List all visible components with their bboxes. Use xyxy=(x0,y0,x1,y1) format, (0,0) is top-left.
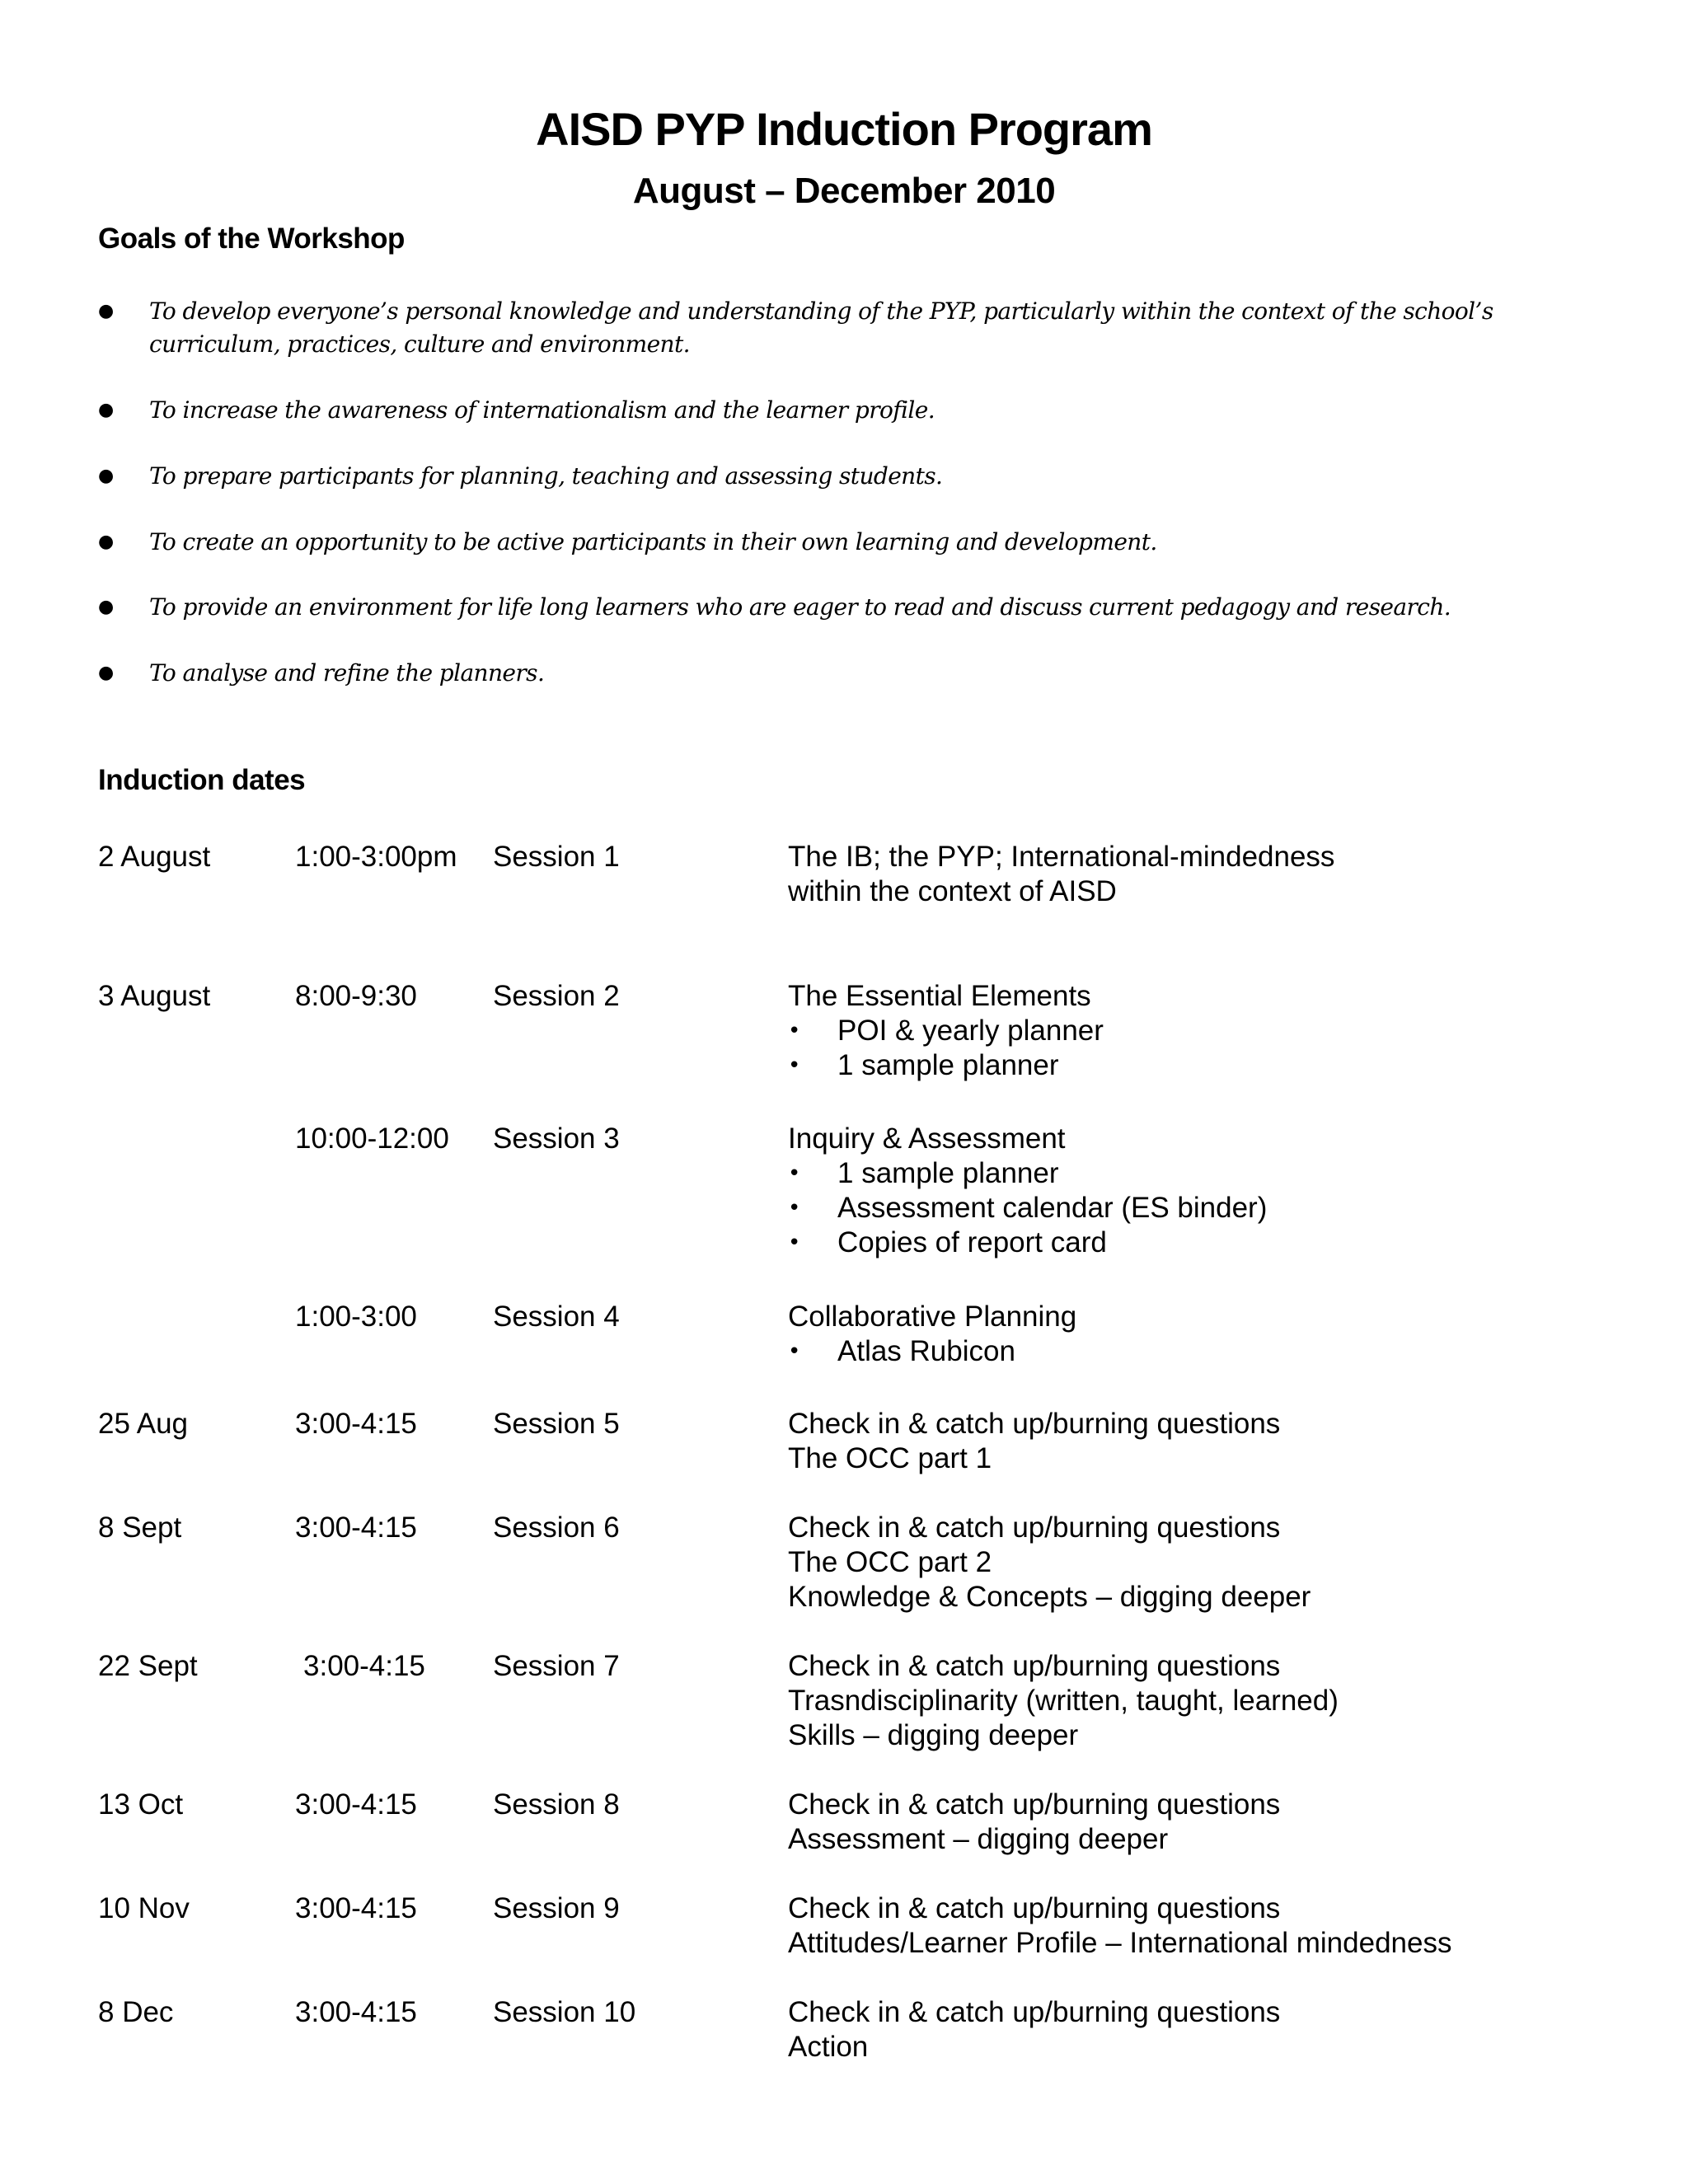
topic-line: Check in & catch up/burning questions xyxy=(788,1892,1281,1924)
session-topic xyxy=(788,1649,1339,1753)
goal-text: To increase the awareness of internationalism and the learner profile. xyxy=(149,396,935,424)
bullet-icon: ● xyxy=(98,466,115,486)
session-date: 3 August xyxy=(98,980,211,1012)
topic-bullet-item: • Assessment calendar (ES binder) xyxy=(788,1191,1267,1226)
session-number: Session 2 xyxy=(493,980,620,1012)
session-topic xyxy=(788,1300,1076,1369)
goals-heading: Goals of the Workshop xyxy=(98,223,405,255)
session-date: 22 Sept xyxy=(98,1650,198,1682)
session-time: 3:00-4:15 xyxy=(295,1511,417,1544)
session-number: Session 5 xyxy=(493,1408,620,1440)
bullet-icon: ● xyxy=(98,663,115,683)
bullet-icon: ● xyxy=(98,301,115,321)
topic-line: within the context of AISD xyxy=(788,875,1117,907)
session-topic xyxy=(788,1788,1280,1857)
topic-line: Assessment – digging deeper xyxy=(788,1823,1169,1855)
session-time: 3:00-4:15 xyxy=(295,1892,417,1924)
session-topic xyxy=(788,1511,1311,1615)
topic-line: Action xyxy=(788,2031,869,2063)
session-date: 13 Oct xyxy=(98,1788,184,1821)
session-time: 3:00-4:15 xyxy=(295,1408,417,1440)
session-number: Session 1 xyxy=(493,841,620,873)
session-time: 1:00-3:00pm xyxy=(295,841,457,873)
dates-heading: Induction dates xyxy=(98,764,306,796)
topic-line: Attitudes/Learner Profile – International mindedness xyxy=(788,1927,1452,1959)
session-date: 8 Sept xyxy=(98,1511,182,1544)
goal-text: To analyse and refine the planners. xyxy=(149,659,545,687)
bullet-icon: ● xyxy=(98,597,115,617)
session-time: 3:00-4:15 xyxy=(295,1996,417,2028)
goal-text: To provide an environment for life long learners who are eager to read and discuss current pedagogy and research. xyxy=(149,593,1451,621)
session-time: 8:00-9:30 xyxy=(295,980,417,1012)
session-date: 10 Nov xyxy=(98,1892,190,1924)
page-title: AISD PYP Induction Program xyxy=(536,103,1152,155)
topic-bullet-item: • 1 sample planner xyxy=(788,1048,1104,1083)
session-date: 2 August xyxy=(98,841,211,873)
session-number: Session 8 xyxy=(493,1788,620,1821)
topic-line: Knowledge & Concepts – digging deeper xyxy=(788,1581,1311,1613)
session-number: Session 9 xyxy=(493,1892,620,1924)
session-topic xyxy=(788,979,1104,1083)
session-topic xyxy=(788,1122,1267,1260)
session-topic xyxy=(788,1891,1451,1961)
session-date: 8 Dec xyxy=(98,1996,174,2028)
session-time: 3:00-4:15 xyxy=(303,1650,425,1682)
goal-text: To create an opportunity to be active participants in their own learning and development. xyxy=(149,528,1157,555)
session-time: 3:00-4:15 xyxy=(295,1788,417,1821)
topic-line: Trasndisciplinarity (written, taught, learned) xyxy=(788,1685,1339,1717)
bullet-icon: ● xyxy=(98,532,115,552)
session-time: 1:00-3:00 xyxy=(295,1301,417,1333)
session-topic xyxy=(788,840,1334,909)
session-topic xyxy=(788,1995,1280,2064)
topic-bullet-item: • Atlas Rubicon xyxy=(788,1334,1076,1369)
topic-line: The OCC part 1 xyxy=(788,1442,992,1474)
goal-text: To develop everyone’s personal knowledge and understanding of the PYP, particularly within the context of the school’s curriculum, practices, culture and environment. xyxy=(149,298,1493,358)
topic-line: Skills – digging deeper xyxy=(788,1719,1079,1751)
bullet-icon: ● xyxy=(98,400,115,420)
topic-line: Check in & catch up/burning questions xyxy=(788,1511,1281,1544)
topic-bullet-item: • Copies of report card xyxy=(788,1226,1267,1260)
session-topic xyxy=(788,1407,1280,1476)
session-number: Session 4 xyxy=(493,1301,620,1333)
session-number: Session 10 xyxy=(493,1996,636,2028)
session-number: Session 7 xyxy=(493,1650,620,1682)
topic-line: Check in & catch up/burning questions xyxy=(788,1996,1281,2028)
session-date: 25 Aug xyxy=(98,1408,188,1440)
session-number: Session 3 xyxy=(493,1122,620,1155)
topic-line: Check in & catch up/burning questions xyxy=(788,1788,1281,1821)
topic-line: Check in & catch up/burning questions xyxy=(788,1408,1281,1440)
topic-line: Inquiry & Assessment xyxy=(788,1122,1066,1155)
session-time: 10:00-12:00 xyxy=(295,1122,449,1155)
page-subtitle: August – December 2010 xyxy=(632,171,1056,211)
topic-line: The OCC part 2 xyxy=(788,1546,992,1578)
topic-line: The Essential Elements xyxy=(788,980,1091,1012)
topic-line: Check in & catch up/burning questions xyxy=(788,1650,1281,1682)
goal-text: To prepare participants for planning, teaching and assessing students. xyxy=(149,462,943,490)
topic-line: The IB; the PYP; International-mindedness xyxy=(788,841,1335,873)
topic-line: Collaborative Planning xyxy=(788,1301,1077,1333)
session-number: Session 6 xyxy=(493,1511,620,1544)
topic-bullet-item: • POI & yearly planner xyxy=(788,1014,1104,1048)
topic-bullet-item: • 1 sample planner xyxy=(788,1156,1267,1191)
